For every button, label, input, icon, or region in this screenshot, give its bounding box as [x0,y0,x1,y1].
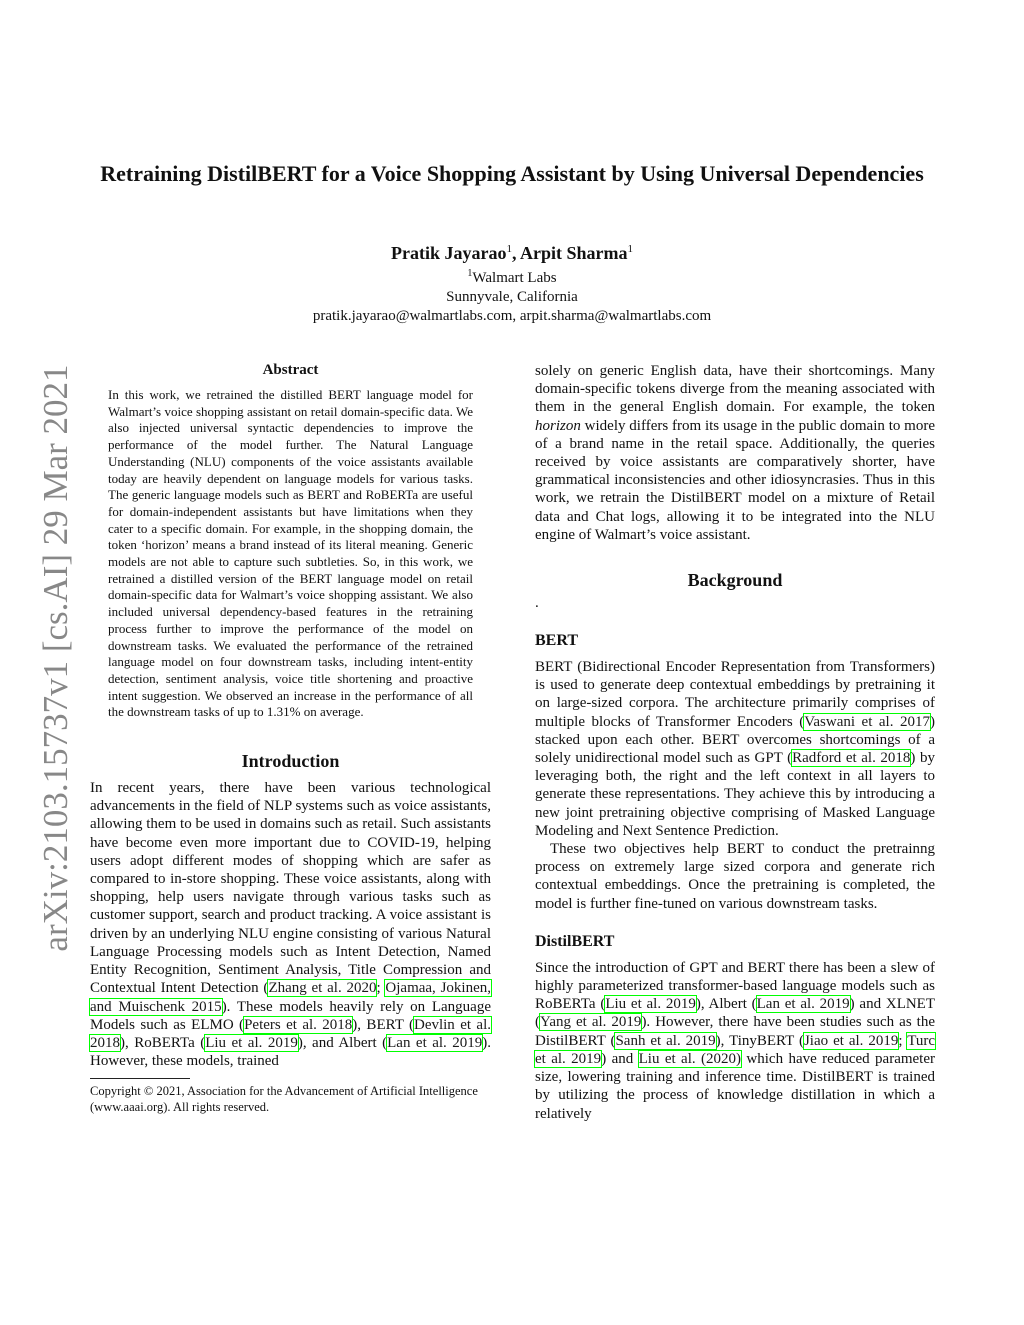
author-affil-mark: 1 [506,243,512,255]
introduction-paragraph-continued: solely on generic English data, have their shortcomings. Many domain-specific tokens diverge from the meaning associated with them in the general English domain. For example, the token horizon widely differs from its usage in the public domain to more of a brand name in the retail space. Additionally, the queries received by voice assistants are comparatively shorter, have grammatical inconsistencies and other idiosyncrasies. Thus in this work, we retrain the DistilBERT model on a mixture of Retail data and Chat logs, allowing it to be integrated into the NLU engine of Walmart’s voice assistant. [535,363,935,543]
author-name: Pratik Jayarao [391,243,507,263]
citation-link[interactable]: Ojamaa, Jokinen, and Muischenk 2015 [90,980,491,1015]
citation-link[interactable]: Zhang et al. 2020 [268,980,377,997]
citation-link[interactable]: Yang et al. 2019 [540,1014,642,1031]
citation-link[interactable]: Liu et al. 2019 [605,996,696,1013]
bert-heading: BERT [535,632,579,650]
citation-link[interactable]: Vaswani et al. 2017 [804,713,930,730]
right-column [535,362,935,1123]
distilbert-heading: DistilBERT [535,932,615,950]
author-emails: pratik.jayarao@walmartlabs.com, arpit.sharma@walmartlabs.com [312,308,712,324]
citation-link[interactable]: Sanh et al. 2019 [615,1032,716,1049]
stray-dot: . [535,595,539,612]
citation-link[interactable]: Radford et al. 2018 [792,750,911,767]
left-column [90,362,491,1115]
background-heading: Background [687,570,783,591]
bert-paragraph: BERT (Bidirectional Encoder Representation from Transformers) is used to generate deep contextual embeddings by pretraining it on large-sized corpora. The architecture primarily comprises of multiple blocks of Transformer Encoders (Vaswani et al. 2017) stacked upon each other. BERT overcomes shortcomings of a solely unidirectional model such as GPT (Radford et al. 2018) by leveraging both, the right and the left context in all layers to generate these representations. They achieve this by introducing a new joint pretraining objective comprising of Masked Language Modeling and Next Sentence Prediction. [535,659,935,839]
affiliation-org: $^1$Walmart Labs [467,268,557,286]
abstract-heading: Abstract [262,362,319,378]
citation-link[interactable]: Lan et al. 2019 [756,996,850,1013]
citation-link[interactable]: Turc et al. 2019 [535,1032,935,1067]
arxiv-identifier: arXiv:2103.15737v1 [cs.AI] 29 Mar 2021 [36,364,75,952]
emphasized-term: horizon [535,417,581,434]
citation-link[interactable]: Jiao et al. 2019 [803,1032,899,1049]
affiliation-location: Sunnyvale, California [446,289,578,305]
citation-link[interactable]: Liu et al. 2019 [205,1034,298,1051]
distilbert-paragraph: Since the introduction of GPT and BERT there has been a slew of highly parameterized transformer-based language models such as RoBERTa (Liu et al. 2019), Albert (Lan et al. 2019) and XLNET (Yang et al. 2019). However, there have been studies such as the DistilBERT (Sanh et al. 2019), TinyBERT (Jiao et al. 2019; Turc et al. 2019) and Liu et al. (2020) which have reduced parameter size, lowering training and inference time. DistilBERT is trained by utilizing the process of knowledge distillation in which a relatively [535,959,936,1122]
footnote-divider [90,1078,190,1079]
citation-link[interactable]: Liu et al. (2020) [638,1050,742,1067]
copyright-footnote: Copyright © 2021, Association for the Advancement of Artificial Intelligence (www.aaai.org). All rights reserved. [90,1084,478,1115]
introduction-heading: Introduction [241,751,340,772]
citation-link[interactable]: Devlin et al. 2018 [90,1016,491,1051]
abstract-text: In this work, we retrained the distilled BERT language model for Walmart’s voice shopping assistant on retail domain-specific data. We also injected universal syntactic dependencies to improve the performance of the model further. The Natural Language Understanding (NLU) components of the voice assistants available today are heavily dependent on language models for various tasks. The generic language models such as BERT and RoBERTa are useful for domain-independent assistants but have limitations when they cater to a specific domain. For example, in the shopping domain, the token ‘horizon’ means a brand instead of its literal meaning. Generic models are not able to capture such subtleties. So, in this work, we retrained a distilled version of the BERT language model on retail domain-specific data for Walmart’s voice shopping assistant. We also included universal dependency-based features in the retraining process further to improve the performance of the model on downstream tasks. We evaluated the performance of the retrained language model on four downstream tasks, including intent-entity detection, sentiment analysis, voice title shortening and proactive intent suggestion. We observed an increase in the performance of all the downstream tasks of up to 1.31% on average. [108,387,473,720]
author-affil-mark: 1 [627,243,633,255]
introduction-paragraph: In recent years, there have been various technological advancements in the field of NLP systems such as voice assistants, allowing them to be used in domains such as retail. Such assistants have become even more important due to COVID-19, helping users adopt different modes of shopping which are safer as compared to in-store shopping. These voice assistants, along with shopping, help users navigate through various tasks such as customer support, search and product tracking. A voice assistant is driven by an underlying NLU engine consisting of various Natural Language Processing models such as Intent Detection, Named Entity Recognition, Sentiment Analysis, Title Compression and Contextual Intent Detection (Zhang et al. 2020; Ojamaa, Jokinen, and Muischenk 2015). These models heavily rely on Language Models such as ELMO (Peters et al. 2018), BERT (Devlin et al. 2018), RoBERTa (Liu et al. 2019), and Albert (Lan et al. 2019). However, these models, trained [90,780,491,1070]
bert-paragraph-2: These two objectives help BERT to conduct the pretrainng process on extremely large sized corpora and generate rich contextual embeddings. Once the pretraining is completed, the model is further fine-tuned on various downstream tasks. [535,841,935,912]
affiliation-block [100,264,924,326]
paper-title: Retraining DistilBERT for a Voice Shopping Assistant by Using Universal Dependencies [100,161,924,186]
citation-link[interactable]: Peters et al. 2018 [244,1016,353,1033]
author-line: Pratik Jayarao$^1$, Arpit Sharma$^1$ [391,243,633,263]
citation-link[interactable]: Lan et al. 2019 [387,1034,483,1051]
author-name: Arpit Sharma [520,243,628,263]
